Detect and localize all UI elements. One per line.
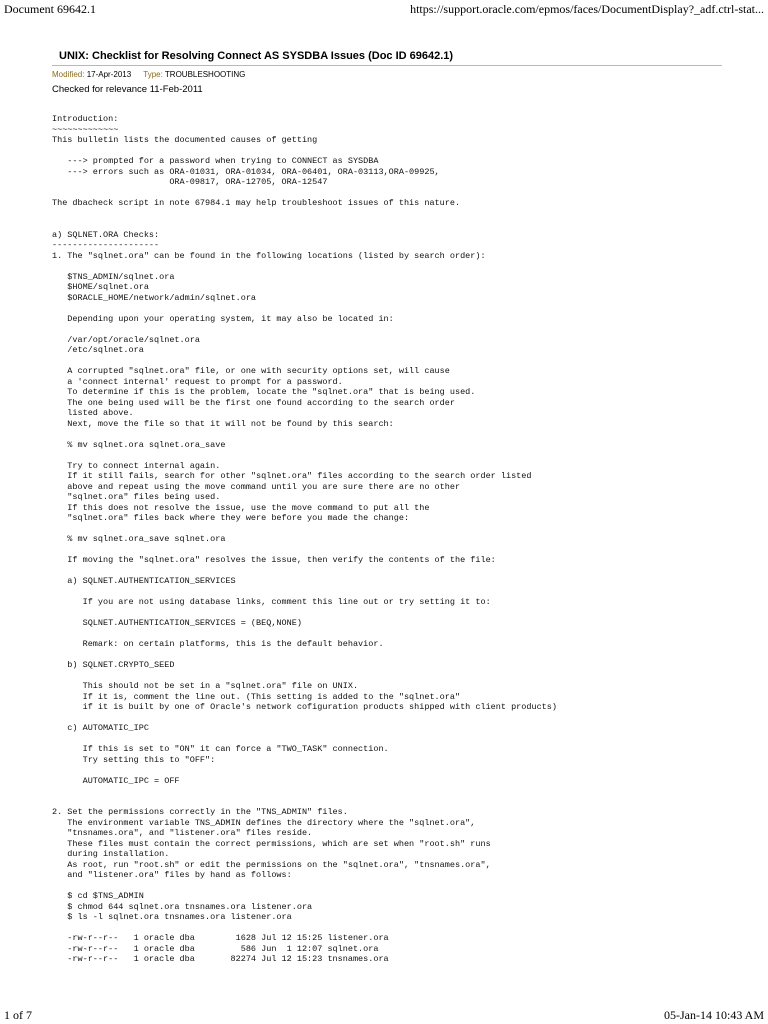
body-line: a 'connect internal' request to prompt for a password. [52,376,343,387]
body-line: AUTOMATIC_IPC = OFF [52,775,180,786]
body-line: above and repeat using the move command until you are sure there are no other [52,481,461,492]
body-line: Depending upon your operating system, it may also be located in: [52,313,394,324]
body-line: Remark: on certain platforms, this is the default behavior. [52,639,384,649]
body-line: 2. Set the permissions correctly in the "TNS_ADMIN" files. [52,807,348,817]
body-line: $ ls -l sqlnet.ora tnsnames.ora listener.ora [52,912,292,922]
type-value: TROUBLESHOOTING [164,70,246,79]
page-counter: 1 of 7 [4,1008,32,1022]
body-line: SQLNET.AUTHENTICATION_SERVICES = (BEQ,NONE) [52,618,302,628]
body-line: The environment variable TNS_ADMIN defines the directory where the "sqlnet.ora", [52,817,476,828]
type-label: Type: [143,70,163,79]
body-line: --------------------- [52,240,160,250]
body-line: $TNS_ADMIN/sqlnet.ora [52,271,175,282]
body-line: ORA-09817, ORA-12705, ORA-12547 [52,177,328,187]
body-line: These files must contain the correct permissions, which are set when "root.sh" runs [52,838,491,849]
body-line: If it still fails, search for other "sqlnet.ora" files according to the search order listed [52,471,532,481]
body-line: 1. The "sqlnet.ora" can be found in the following locations (listed by search order): [52,250,486,261]
body-line: $ cd $TNS_ADMIN [52,891,144,901]
body-line: a) SQLNET.ORA Checks: [52,229,160,240]
body-line: Try setting this to "OFF": [52,754,216,765]
body-line: If this is set to "ON" it can force a "TWO_TASK" connection. [52,744,389,754]
body-line: "sqlnet.ora" files back where they were before you made the change: [52,513,410,523]
body-line: ---> prompted for a password when trying to CONNECT as SYSDBA [52,156,379,166]
body-line: If it is, comment the line out. (This setting is added to the "sqlnet.ora" [52,691,461,702]
body-line: during installation. [52,849,170,859]
modified-label: Modified: [52,70,85,79]
print-header-url: https://support.oracle.com/epmos/faces/DocumentDisplay?_adf.ctrl-stat... [410,2,764,16]
document-body [52,114,557,965]
body-line: ---> errors such as ORA-01031, ORA-01034, ORA-06401, ORA-03113,ORA-09925, [52,166,440,177]
document-title: UNIX: Checklist for Resolving Connect AS SYSDBA Issues (Doc ID 69642.1) [59,50,454,62]
body-line: if it is built by one of Oracle's network cofiguration products shipped with client products) [52,702,557,712]
body-line: a) SQLNET.AUTHENTICATION_SERVICES [52,576,236,586]
title-divider [52,65,722,66]
body-line: $ chmod 644 sqlnet.ora tnsnames.ora listener.ora [52,901,313,912]
body-line: As root, run "root.sh" or edit the permissions on the "sqlnet.ora", "tnsnames.ora", [52,859,491,870]
body-line: Next, move the file so that it will not be found by this search: [52,418,394,429]
body-line: "sqlnet.ora" files being used. [52,492,221,502]
body-line: Introduction: [52,114,119,124]
body-line: Try to connect internal again. [52,460,221,471]
body-line: /var/opt/oracle/sqlnet.ora [52,334,200,345]
body-line: $HOME/sqlnet.ora [52,282,149,292]
body-line: /etc/sqlnet.ora [52,345,144,355]
body-line: This bulletin lists the documented causes of getting [52,135,318,145]
body-line: and "listener.ora" files by hand as follows: [52,870,292,880]
body-line: "tnsnames.ora", and "listener.ora" files reside. [52,828,313,838]
body-line: ~~~~~~~~~~~~~ [52,124,119,135]
body-line: If this does not resolve the issue, use the move command to put all the [52,502,430,513]
document-metadata [52,70,255,79]
print-timestamp: 05-Jan-14 10:43 AM [664,1008,764,1022]
body-line: b) SQLNET.CRYPTO_SEED [52,660,175,670]
body-line: The dbacheck script in note 67984.1 may help troubleshoot issues of this nature. [52,198,461,208]
body-line: If moving the "sqlnet.ora" resolves the issue, then verify the contents of the file: [52,555,496,565]
body-line: % mv sqlnet.ora_save sqlnet.ora [52,534,226,544]
relevance-note: Checked for relevance 11-Feb-2011 [52,84,203,95]
body-line: $ORACLE_HOME/network/admin/sqlnet.ora [52,292,257,303]
body-line: -rw-r--r-- 1 oracle dba 1628 Jul 12 15:25 listener.ora [52,933,389,943]
body-line: listed above. [52,408,134,418]
body-line: To determine if this is the problem, locate the "sqlnet.ora" that is being used. [52,387,476,397]
body-line: -rw-r--r-- 1 oracle dba 586 Jun 1 12:07 sqlnet.ora [52,943,379,954]
body-line: -rw-r--r-- 1 oracle dba 82274 Jul 12 15:23 tnsnames.ora [52,954,389,964]
body-line: c) AUTOMATIC_IPC [52,723,149,733]
body-line: A corrupted "sqlnet.ora" file, or one with security options set, will cause [52,366,450,376]
body-line: % mv sqlnet.ora sqlnet.ora_save [52,439,226,450]
modified-value: 17-Apr-2013 [86,70,132,79]
print-header-title: Document 69642.1 [4,2,96,16]
body-line: The one being used will be the first one found according to the search order [52,397,455,408]
body-line: If you are not using database links, comment this line out or try setting it to: [52,597,491,607]
body-line: This should not be set in a "sqlnet.ora" file on UNIX. [52,681,359,691]
